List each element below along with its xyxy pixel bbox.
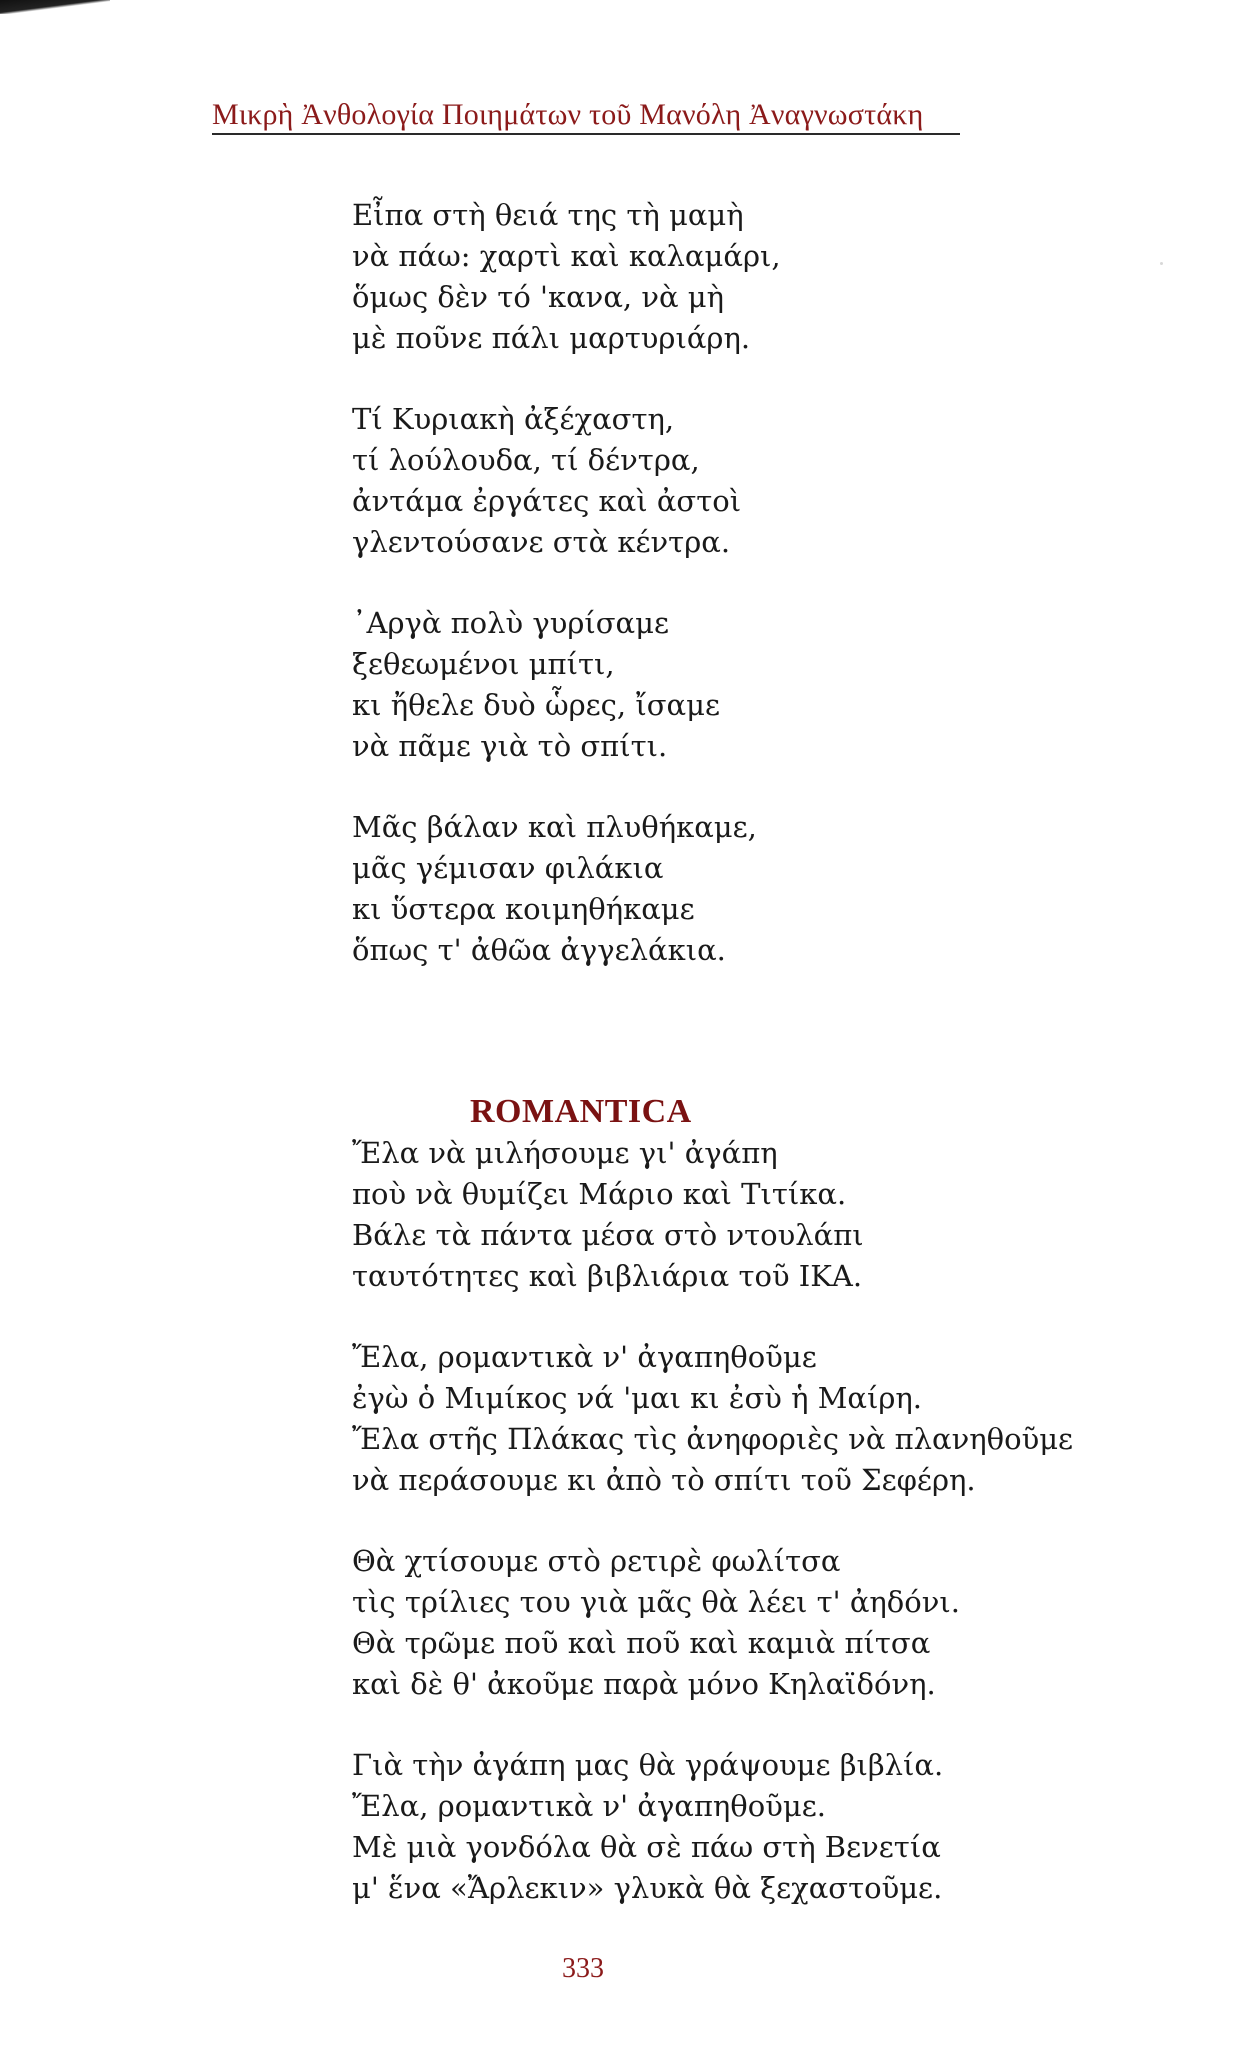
poem-line: κι ὕστερα κοιμηθήκαμε: [352, 892, 695, 926]
poem-line: μὲ ποῦνε πάλι μαρτυριάρη.: [352, 321, 751, 355]
poem-line: Ἔλα στῆς Πλάκας τὶς ἀνηφοριὲς νὰ πλανηθοῦμε: [352, 1422, 1074, 1456]
poem-line: τί λούλουδα, τί δέντρα,: [352, 443, 700, 477]
stanza: [352, 807, 781, 971]
poem-line: ἐγὼ ὁ Μιμίκος νά 'μαι κι ἐσὺ ἡ Μαίρη.: [352, 1381, 922, 1415]
poem-line: Μὲ μιὰ γονδόλα θὰ σὲ πάω στὴ Βενετία: [352, 1830, 941, 1864]
scan-corner-mark: [0, 0, 110, 14]
poem-title: ROMANTICA: [470, 1093, 692, 1130]
running-header: Μικρὴ Ἀνθολογία Ποιημάτων τοῦ Μανόλη Ἀναγνωστάκη: [212, 98, 924, 131]
poem-line: μ' ἕνα «Ἄρλεκιν» γλυκὰ θὰ ξεχαστοῦμε.: [352, 1871, 943, 1905]
poem-line: ὅμως δὲν τό 'κανα, νὰ μὴ: [352, 280, 724, 314]
poem-line: Ἔλα, ρομαντικὰ ν' ἀγαπηθοῦμε: [352, 1340, 817, 1374]
stanza: [352, 1745, 1073, 1909]
poem-line: Ἔλα, ρομαντικὰ ν' ἀγαπηθοῦμε.: [352, 1789, 826, 1823]
poem-line: γλεντούσανε στὰ κέντρα.: [352, 525, 731, 559]
poem-line: καὶ δὲ θ' ἀκοῦμε παρὰ μόνο Κηλαϊδόνη.: [352, 1667, 936, 1701]
poem-line: νὰ πᾶμε γιὰ τὸ σπίτι.: [352, 729, 668, 763]
poem-line: Γιὰ τὴν ἀγάπη μας θὰ γράψουμε βιβλία.: [352, 1748, 944, 1782]
poem-line: κι ἤθελε δυὸ ὧρες, ἴσαμε: [352, 688, 720, 722]
poem-line: Μᾶς βάλαν καὶ πλυθήκαμε,: [352, 810, 757, 844]
header-rule: [212, 133, 960, 135]
page-number: 333: [562, 1953, 604, 1984]
poem-line: Θὰ τρῶμε ποῦ καὶ ποῦ καὶ καμιὰ πίτσα: [352, 1626, 931, 1660]
stanza: [352, 195, 781, 359]
poem-line: μᾶς γέμισαν φιλάκια: [352, 851, 664, 885]
stanza: [352, 399, 781, 563]
poem-line: Εἶπα στὴ θειά της τὴ μαμὴ: [352, 198, 744, 232]
poem-line: ὅπως τ' ἀθῶα ἀγγελάκια.: [352, 933, 726, 967]
poem-line: Βάλε τὰ πάντα μέσα στὸ ντουλάπι: [352, 1218, 864, 1252]
stanza: [352, 1337, 1073, 1501]
poem-line: ἀντάμα ἐργάτες καὶ ἀστοὶ: [352, 484, 742, 518]
poem-line: ταυτότητες καὶ βιβλιάρια τοῦ ΙΚΑ.: [352, 1259, 863, 1293]
stanza: [352, 1541, 1073, 1705]
stanza: [352, 603, 781, 767]
poem-line: νὰ πάω: χαρτὶ καὶ καλαμάρι,: [352, 239, 781, 273]
poem-one: [352, 195, 781, 1011]
poem-line: Ἔλα νὰ μιλήσουμε γι' ἀγάπη: [352, 1136, 778, 1170]
stanza: [352, 1133, 1073, 1297]
poem-line: νὰ περάσουμε κι ἀπὸ τὸ σπίτι τοῦ Σεφέρη.: [352, 1463, 976, 1497]
poem-line: τὶς τρίλιες του γιὰ μᾶς θὰ λέει τ' ἀηδόνι.: [352, 1585, 960, 1619]
poem-line: ᾿Αργὰ πολὺ γυρίσαμε: [352, 606, 670, 640]
poem-line: Τί Κυριακὴ ἀξέχαστη,: [352, 402, 675, 436]
poem-line: ξεθεωμένοι μπίτι,: [352, 647, 615, 681]
poem-two: [352, 1133, 1073, 1949]
scan-speck: [1160, 262, 1163, 265]
poem-line: ποὺ νὰ θυμίζει Μάριο καὶ Τιτίκα.: [352, 1177, 847, 1211]
poem-line: Θὰ χτίσουμε στὸ ρετιρὲ φωλίτσα: [352, 1544, 841, 1578]
